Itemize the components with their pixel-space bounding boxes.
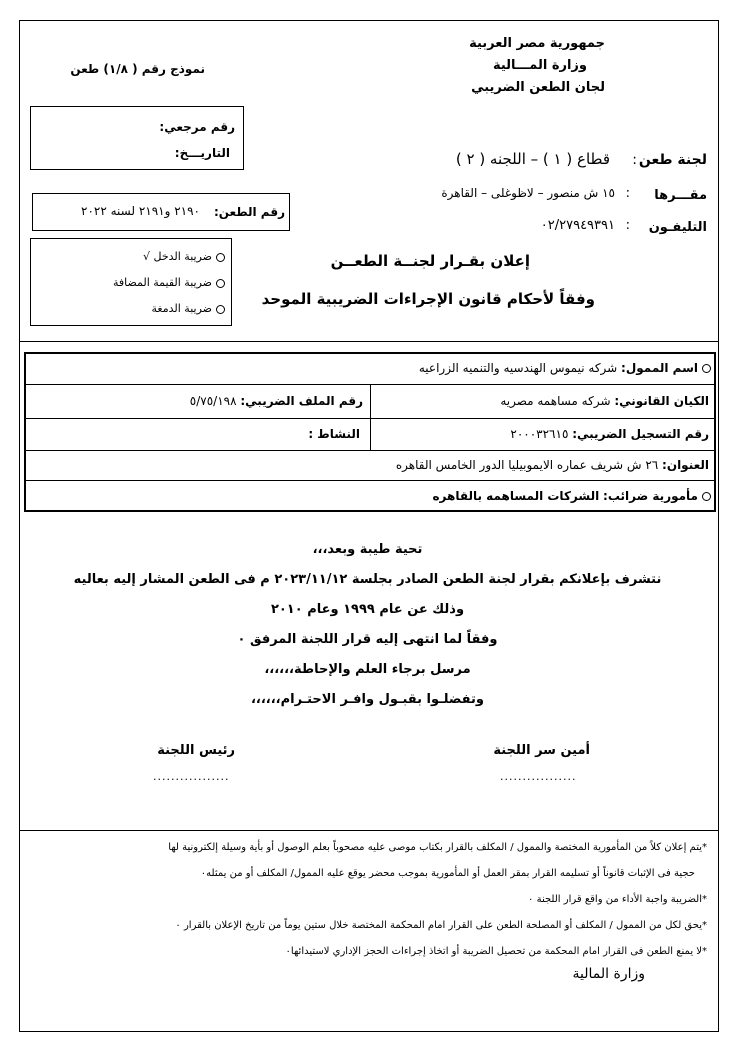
hq-value: ١٥ ش منصور – لاظوغلى – القاهرة [441, 186, 615, 200]
legal-entity-value: شركه مساهمه مصريه [500, 394, 611, 408]
chairman-title: رئيس اللجنة [157, 743, 235, 758]
tax-office-row [432, 489, 711, 503]
radio-bullet-icon [216, 279, 225, 288]
tax-type-income [143, 250, 225, 263]
taxpayer-name-row [419, 361, 711, 375]
greeting: تحية طيبة وبعد،،، [312, 542, 423, 557]
body-line-2: وذلك عن عام ١٩٩٩ وعام ٢٠١٠ [270, 602, 465, 617]
note-line: *الضريبة واجبة الأداء من واقع قرار اللجنة ٠ [528, 894, 707, 905]
reference-box [30, 106, 244, 170]
section-divider [19, 341, 719, 342]
note-line: حجية فى الإثبات قانوناً أو تسليمه القرار بمقر العمل أو المأمورية بموجب محضر يوقع عليه الممول/ المكلف أو من يمثله٠ [200, 868, 695, 879]
taxpayer-name-label: اسم الممول: [621, 361, 698, 375]
radio-bullet-icon [216, 305, 225, 314]
address-value: ٢٦ ش شريف عماره الايموبيليا الدور الخامس القاهره [395, 458, 659, 472]
date-label: التاريـــخ: [174, 146, 230, 160]
taxpayer-name-value: شركه نيموس الهندسيه والتنميه الزراعيه [418, 361, 618, 375]
table-row-border [24, 480, 716, 481]
tax-type-stamp [152, 302, 225, 315]
secretary-signature-line: ................. [500, 770, 577, 783]
tax-type-vat [113, 276, 225, 289]
committees-name: لجان الطعن الضريبي [471, 80, 605, 95]
country-name: جمهورية مصر العربية [469, 36, 605, 51]
phone-label: التليفـون [648, 220, 707, 235]
body-line-5: وتفضلـوا بقبـول وافـر الاحتـرام،،،،،، [250, 692, 485, 707]
hq-colon: : [625, 186, 630, 201]
table-row-border [24, 450, 716, 451]
appeal-label: رقم الطعن: [213, 205, 285, 219]
appeal-value: ٢١٩٠ و٢١٩١ لسنه ٢٠٢٢ [81, 204, 200, 218]
document-frame [19, 20, 719, 1032]
committee-value: قطاع ( ١ ) – اللجنه ( ٢ ) [455, 150, 610, 168]
tax-file-value: ٥/٧٥/١٩٨ [189, 394, 237, 408]
footer-ministry: وزارة المالية [572, 966, 645, 982]
table-column-border [370, 384, 371, 450]
radio-bullet-icon [702, 492, 711, 501]
law-title: وفقاً لأحكام قانون الإجراءات الضريبية الموحد [261, 290, 595, 308]
reference-label: رقم مرجعي: [159, 120, 235, 134]
notes-divider [19, 830, 719, 831]
hq-label: مقـــرها [654, 188, 707, 203]
tax-office-label: مأمورية ضرائب: [603, 489, 698, 503]
note-line: *يحق لكل من الممول / المكلف أو المصلحة الطعن على القرار امام المحكمة المختصة خلال ستين يوماً من تاريخ الإعلان بالقرار ٠ [175, 920, 707, 931]
body-line-3: وفقاً لما انتهى إليه قرار اللجنة المرفق ٠ [237, 632, 498, 647]
registration-row [510, 427, 709, 441]
tax-type-label: ضريبة القيمة المضافة [112, 276, 212, 289]
radio-bullet-icon [702, 364, 711, 373]
activity-label: النشاط : [308, 427, 360, 441]
form-number: نموذج رقم ( ١/٨) طعن [70, 62, 205, 76]
tax-office-value: الشركات المساهمه بالقاهره [432, 489, 600, 503]
phone-colon: : [625, 218, 630, 233]
secretary-title: أمين سر اللجنة [493, 743, 590, 758]
tax-type-label: ضريبة الدخل √ [142, 250, 212, 263]
committee-label: لجنة طعن [638, 152, 707, 168]
note-line: *يتم إعلان كلاً من المأمورية المختصة والممول / المكلف بالقرار بكتاب موصى عليه مصحوباً بعلم الوصول أو بأية وسيلة إلكترونية لها [168, 842, 707, 853]
address-label: العنوان: [662, 458, 709, 472]
tax-file-row [190, 394, 363, 408]
committee-colon: : [632, 152, 637, 168]
tax-file-label: رقم الملف الضريبي: [240, 394, 363, 408]
body-line-1: نتشرف بإعلانكم بقرار لجنة الطعن الصادر بجلسة ٢٠٢٣/١١/١٢ م فى الطعن المشار إليه بعاليه [73, 572, 662, 587]
radio-bullet-icon [216, 253, 225, 262]
legal-entity-row [500, 394, 709, 408]
registration-value: ٢٠٠٠٣٢٦١٥ [510, 427, 569, 441]
address-row [396, 458, 709, 472]
legal-entity-label: الكيان القانوني: [614, 394, 709, 408]
phone-value: ٠٢/٢٧٩٤٩٣٩١ [540, 218, 615, 233]
tax-type-label: ضريبة الدمغة [151, 302, 212, 315]
announcement-title: إعلان بقـرار لجنــة الطعــن [330, 252, 530, 270]
body-line-4: مرسل برجاء العلم والإحاطة،،،،،، [264, 662, 471, 677]
chairman-signature-line: ................. [153, 770, 230, 783]
ministry-name: وزارة المـــالية [492, 58, 587, 73]
registration-label: رقم التسجيل الضريبي: [572, 427, 709, 441]
note-line: *لا يمنع الطعن فى القرار امام المحكمة من تحصيل الضريبة أو اتخاذ إجراءات الحجز الإداري لاستيدائها٠ [285, 946, 707, 957]
